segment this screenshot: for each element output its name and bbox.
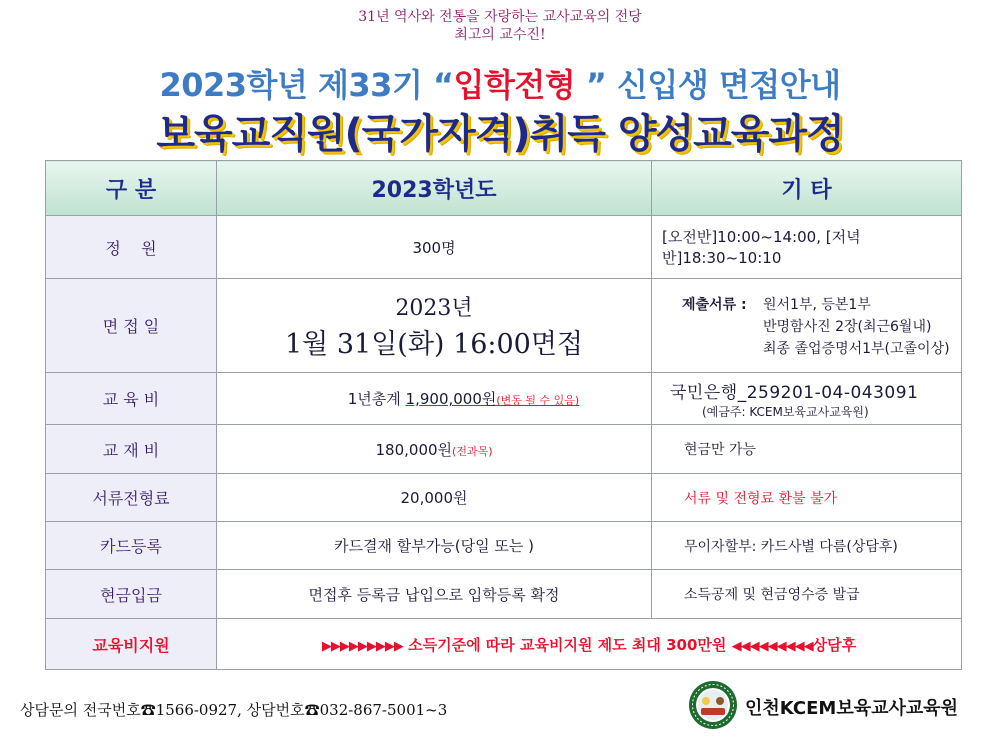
tagline-line-1: 31년 역사와 전통을 자랑하는 교사교육의 전당 <box>358 9 642 25</box>
table-row-materials <box>46 425 962 474</box>
row-label-cash: 현금입금 <box>46 570 217 619</box>
row-label-screening-fee: 서류전형료 <box>46 474 217 522</box>
row-label-capacity: 정 원 <box>46 216 217 279</box>
row-label-support: 교육비지원 <box>46 619 217 670</box>
page-title <box>0 60 1000 106</box>
materials-value: 180,000원 <box>375 440 453 459</box>
materials-value-cell <box>217 425 652 474</box>
table-row-interview <box>46 279 962 373</box>
row-label-interview: 면 접 일 <box>46 279 217 373</box>
support-banner <box>217 619 962 670</box>
card-value: 카드결재 할부가능(당일 또는 ) <box>217 522 652 570</box>
capacity-value: 300명 <box>217 216 652 279</box>
arrows-right: ▶▶▶▶▶▶▶▶▶ <box>321 638 403 654</box>
interview-year: 2023년 <box>395 295 473 321</box>
admission-table <box>45 160 962 670</box>
screening-fee-value: 20,000원 <box>217 474 652 522</box>
required-docs <box>682 294 960 358</box>
doc-item: 원서1부, 등본1부 <box>763 296 871 313</box>
tuition-account-cell <box>652 373 962 425</box>
header-other: 기 타 <box>652 161 962 216</box>
table-row-tuition <box>46 373 962 425</box>
screening-fee-note: 서류 및 전형료 환불 불가 <box>652 474 962 522</box>
materials-note: (전과목) <box>452 444 493 458</box>
tuition-prefix: 1년총계 <box>347 390 406 408</box>
materials-other: 현금만 가능 <box>652 425 962 474</box>
tuition-value-cell <box>217 373 652 425</box>
table-row-capacity <box>46 216 962 279</box>
row-label-tuition: 교 육 비 <box>46 373 217 425</box>
card-note: 무이자할부: 카드사별 다름(상담후) <box>652 522 962 570</box>
table-row-card <box>46 522 962 570</box>
doc-item: 반명함사진 2장(최근6월내) <box>763 318 932 335</box>
doc-item: 최종 졸업증명서1부(고졸이상) <box>763 340 950 357</box>
table-header-row <box>46 161 962 216</box>
table-row-screening-fee <box>46 474 962 522</box>
bank-account: 국민은행_259201-04-043091 <box>670 382 919 403</box>
title-suffix: ” 신입생 면접안내 <box>575 66 841 104</box>
header-year: 2023학년도 <box>217 161 652 216</box>
title-highlight: 입학전형 <box>453 66 576 104</box>
institute-name: 인천KCEM보육교사교육원 <box>745 698 959 719</box>
header-category: 구 분 <box>46 161 217 216</box>
table-row-support <box>46 619 962 670</box>
title-prefix: 2023학년 제33기 “ <box>159 66 454 104</box>
arrows-left: ◀◀◀◀◀◀◀◀◀ <box>731 638 813 654</box>
row-label-card: 카드등록 <box>46 522 217 570</box>
contact-phone: 상담문의 전국번호☎1566-0927, 상담번호☎032-867-5001~3 <box>20 701 448 719</box>
docs-label: 제출서류 : <box>682 296 747 313</box>
table-row-cash <box>46 570 962 619</box>
tagline-line-2: 최고의 교수진! <box>454 27 546 43</box>
support-suffix: 상담후 <box>812 635 857 654</box>
account-holder: (예금주: KCEM보육교사교육원) <box>702 404 869 419</box>
tuition-amount: 1,900,000원(변동 될 수 있음) <box>405 390 580 408</box>
cash-value: 면접후 등록금 납입으로 입학등록 확정 <box>217 570 652 619</box>
tuition-note: (변동 될 수 있음) <box>496 394 580 407</box>
capacity-note: [오전반]10:00~14:00, [저녁반]18:30~10:10 <box>652 216 962 279</box>
page-subtitle: 보육교직원(국가자격)취득 양성교육과정 <box>156 111 844 157</box>
row-label-materials: 교 재 비 <box>46 425 217 474</box>
support-text: 소득기준에 따라 교육비지원 제도 최대 300만원 <box>402 635 732 654</box>
interview-date-cell <box>217 279 652 373</box>
interview-date: 1월 31일(화) 16:00면접 <box>285 328 583 360</box>
institute-logo-icon <box>688 680 738 730</box>
interview-docs-cell <box>652 279 962 373</box>
cash-note: 소득공제 및 현금영수증 발급 <box>652 570 962 619</box>
